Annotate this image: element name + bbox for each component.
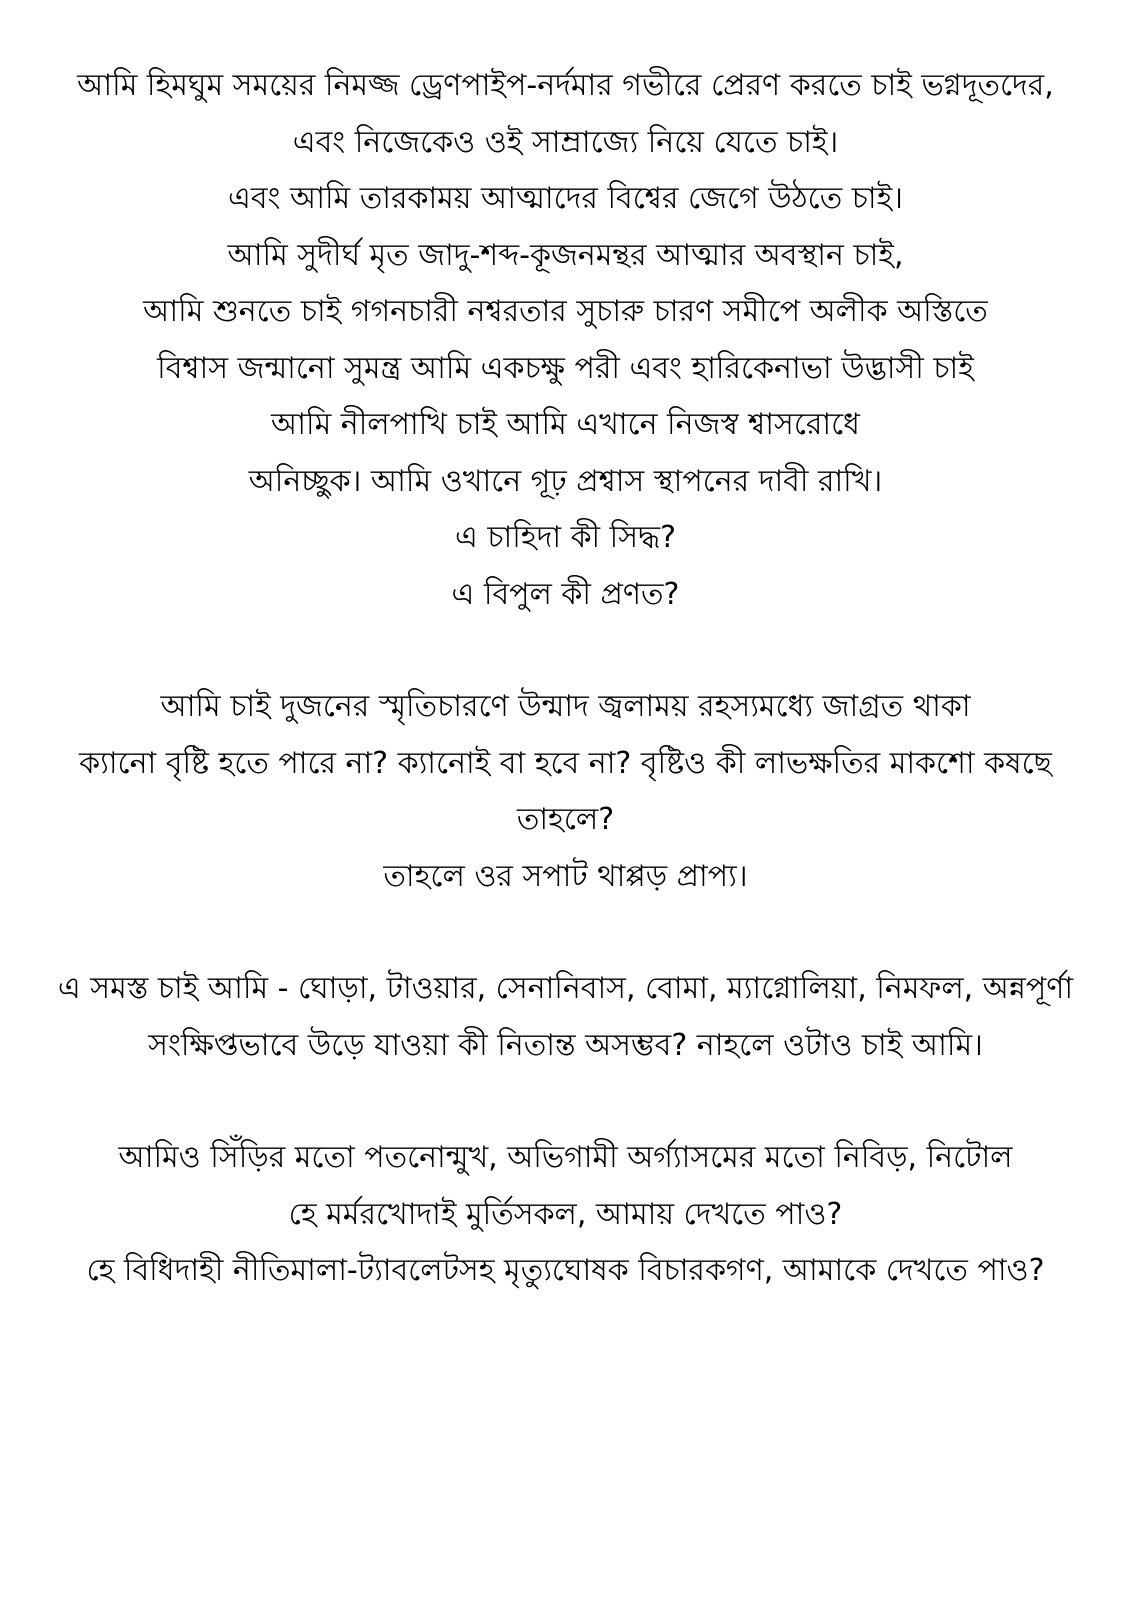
poem-line: আমি শুনতে চাই গগনচারী নশ্বরতার সুচারু চারণ সমীপে অলীক অস্তিতে (143, 294, 988, 329)
poem-line: আমি চাই দুজনের স্মৃতিচারণে উন্মাদ জ্বলাময় রহস্যমধ্যে জাগ্রত থাকা (160, 689, 971, 724)
poem-line: তাহলে ওর সপাট থাপ্পড় প্রাপ্য। (383, 858, 748, 894)
poem-line: বিশ্বাস জন্মানো সুমন্ত্র আমি একচক্ষু পরী এবং হারিকেনাভা উদ্ভাসী চাই (157, 350, 974, 386)
stanza-4 (40, 1130, 1091, 1300)
poem-line: আমিও সিঁড়ির মতো পতনোন্মুখ, অভিগামী অর্গ্যাসমের মতো নিবিড়, নিটোল (118, 1140, 1013, 1175)
stanza-3 (40, 961, 1091, 1074)
poem-line: আমি নীলপাখি চাই আমি এখানে নিজস্ব শ্বাসরোধে (271, 407, 860, 442)
poem-line: অনিচ্ছুক। আমি ওখানে গূঢ় প্রশ্বাস স্থাপনের দাবী রাখি। (248, 463, 883, 499)
stanza-1 (40, 58, 1091, 623)
poem-body (40, 58, 1091, 1300)
poem-line: হে মর্মরখোদাই মুর্তিসকল, আমায় দেখতে পাও? (288, 1196, 843, 1232)
poem-line: সংক্ষিপ্তভাবে উড়ে যাওয়া কী নিতান্ত অসম্ভব? নাহলে ওটাও চাই আমি। (148, 1027, 983, 1063)
poem-line: এ সমস্ত চাই আমি - ঘোড়া, টাওয়ার, সেনানিবাস, বোমা, ম্যাগ্নোলিয়া, নিমফল, অন্নপূর্ণা (57, 971, 1074, 1006)
poem-line: হে বিধিদাহী নীতিমালা-ট্যাবলেটসহ মৃত্যুঘোষক বিচারকগণ, আমাকে দেখতে পাও? (86, 1253, 1045, 1288)
poem-line: আমি সুদীর্ঘ মৃত জাদু-শব্দ-কূজনমন্থর আত্মার অবস্থান চাই, (227, 237, 904, 273)
poem-line: এবং আমি তারকাময় আত্মাদের বিশ্বের জেগে উঠতে চাই। (228, 181, 903, 216)
poem-line: এবং নিজেকেও ওই সাম্রাজ্যে নিয়ে যেতে চাই। (292, 124, 839, 160)
stanza-2 (40, 679, 1091, 905)
poem-line: ক্যানো বৃষ্টি হতে পারে না? ক্যানোই বা হবে না? বৃষ্টিও কী লাভক্ষতির মাকশো কষছে তাহলে? (79, 745, 1052, 837)
poem-line: এ চাহিদা কী সিদ্ধ? (454, 520, 677, 555)
poem-line: আমি হিমঘুম সময়ের নিমজ্জ ড্রেণপাইপ-নর্দমার গভীরে প্রেরণ করতে চাই ভগ্নদূতদের, (77, 68, 1054, 103)
poem-line: এ বিপুল কী প্রণত? (451, 576, 680, 612)
